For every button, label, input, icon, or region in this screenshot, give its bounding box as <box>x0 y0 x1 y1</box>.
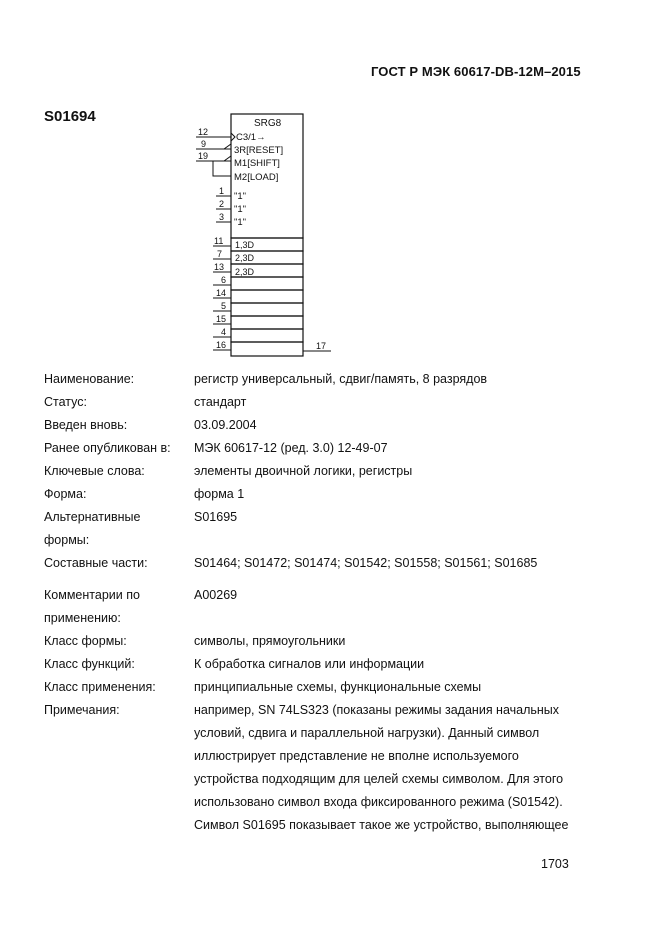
property-value: A00269 <box>194 588 238 602</box>
property-row <box>44 552 604 575</box>
property-row <box>44 814 604 837</box>
property-value: 03.09.2004 <box>194 418 257 432</box>
pin-number: 2 <box>219 199 225 209</box>
property-label: формы: <box>44 533 90 547</box>
property-value: использовано символ входа фиксированного режима (S01542). <box>194 795 563 809</box>
property-value: иллюстрирует представление не вполне используемого <box>194 749 519 763</box>
property-label <box>44 768 194 791</box>
property-value: символы, прямоугольники <box>194 634 346 648</box>
property-value: например, SN 74LS323 (показаны режимы задания начальных <box>194 703 560 717</box>
property-label: Введен вновь: <box>44 418 128 432</box>
property-row <box>44 506 604 529</box>
property-value <box>194 529 604 552</box>
control-label: "1" <box>234 191 247 202</box>
pin-number: 1 <box>219 186 225 196</box>
register-cell <box>231 277 303 290</box>
pin-number: 4 <box>221 327 227 337</box>
property-label <box>44 745 194 768</box>
property-label: Комментарии по <box>44 588 140 602</box>
property-row <box>44 368 604 391</box>
cell-label: 2,3D <box>235 253 255 263</box>
property-label: Статус: <box>44 395 87 409</box>
pin-number: 11 <box>214 236 224 246</box>
property-row <box>44 653 604 676</box>
property-row <box>44 768 604 791</box>
property-value: принципиальные схемы, функциональные схемы <box>194 680 482 694</box>
control-label: "1" <box>234 217 247 228</box>
property-row <box>44 529 604 552</box>
property-row <box>44 460 604 483</box>
register-cell <box>231 290 303 303</box>
property-row <box>44 584 604 607</box>
property-label: Ключевые слова: <box>44 464 145 478</box>
negation-marker <box>224 144 231 149</box>
property-value: Символ S01695 показывает такое же устройство, выполняющее <box>194 818 569 832</box>
pin-number: 9 <box>201 139 207 149</box>
pin-number: 5 <box>221 301 227 311</box>
property-label: Форма: <box>44 487 87 501</box>
load-connection <box>213 161 231 176</box>
property-value: регистр универсальный, сдвиг/память, 8 разрядов <box>194 372 488 386</box>
pin-number: 13 <box>214 262 225 272</box>
property-label: Класс применения: <box>44 680 156 694</box>
property-row <box>44 745 604 768</box>
property-row <box>44 699 604 722</box>
property-row <box>44 630 604 653</box>
control-label: M1[SHIFT] <box>234 158 280 169</box>
property-label <box>44 791 194 814</box>
register-cell <box>231 303 303 316</box>
pin-number: 7 <box>217 249 223 259</box>
property-label: Класс функций: <box>44 657 135 671</box>
property-row <box>44 791 604 814</box>
property-row <box>44 391 604 414</box>
pin-number: 12 <box>198 127 209 137</box>
property-label <box>44 814 194 837</box>
cell-label: 1,3D <box>235 240 255 250</box>
pin-number: 3 <box>219 212 225 222</box>
negation-marker <box>224 156 231 161</box>
property-label: Ранее опубликован в: <box>44 441 171 455</box>
property-row <box>44 437 604 460</box>
property-label: Примечания: <box>44 703 120 717</box>
property-label <box>44 722 194 745</box>
property-value: S01464; S01472; S01474; S01542; S01558; S01561; S01685 <box>194 556 538 570</box>
pin-number: 14 <box>216 288 227 298</box>
properties-table <box>44 368 604 837</box>
control-label: 3R[RESET] <box>234 145 284 156</box>
pin-number: 19 <box>198 151 209 161</box>
property-label: Альтернативные <box>44 510 141 524</box>
property-value: форма 1 <box>194 487 245 501</box>
property-label: Класс формы: <box>44 634 127 648</box>
document-header: ГОСТ Р МЭК 60617-DB-12М–2015 <box>371 64 581 79</box>
property-value: S01695 <box>194 510 238 524</box>
property-value: элементы двоичной логики, регистры <box>194 464 413 478</box>
property-label: Составные части: <box>44 556 148 570</box>
property-row <box>44 414 604 437</box>
register-cell <box>231 342 303 356</box>
property-value: МЭК 60617-12 (ред. 3.0) 12-49-07 <box>194 441 388 455</box>
output-pin-number: 17 <box>316 341 327 351</box>
property-value: устройства подходящим для целей схемы символом. Для этого <box>194 772 564 786</box>
register-cell <box>231 329 303 342</box>
symbol-code: S01694 <box>44 108 96 125</box>
property-value: стандарт <box>194 395 247 409</box>
control-label: M2[LOAD] <box>234 172 279 183</box>
property-value: К обработка сигналов или информации <box>194 657 425 671</box>
pin-number: 6 <box>221 275 227 285</box>
property-value <box>194 607 604 630</box>
control-label: C3/1→ <box>236 132 266 143</box>
property-row <box>44 607 604 630</box>
diagram-title: SRG8 <box>254 118 282 129</box>
clock-marker <box>231 133 235 141</box>
property-row <box>44 483 604 506</box>
property-row <box>44 722 604 745</box>
register-cell <box>231 316 303 329</box>
pin-number: 16 <box>216 340 227 350</box>
cell-label: 2,3D <box>235 267 255 277</box>
page-number: 1703 <box>541 857 569 871</box>
property-label: Наименование: <box>44 372 135 386</box>
property-row <box>44 676 604 699</box>
property-label: применению: <box>44 611 121 625</box>
pin-number: 15 <box>216 314 227 324</box>
control-label: "1" <box>234 204 247 215</box>
property-value: условий, сдвига и параллельной нагрузки). Данный символ <box>194 726 540 740</box>
